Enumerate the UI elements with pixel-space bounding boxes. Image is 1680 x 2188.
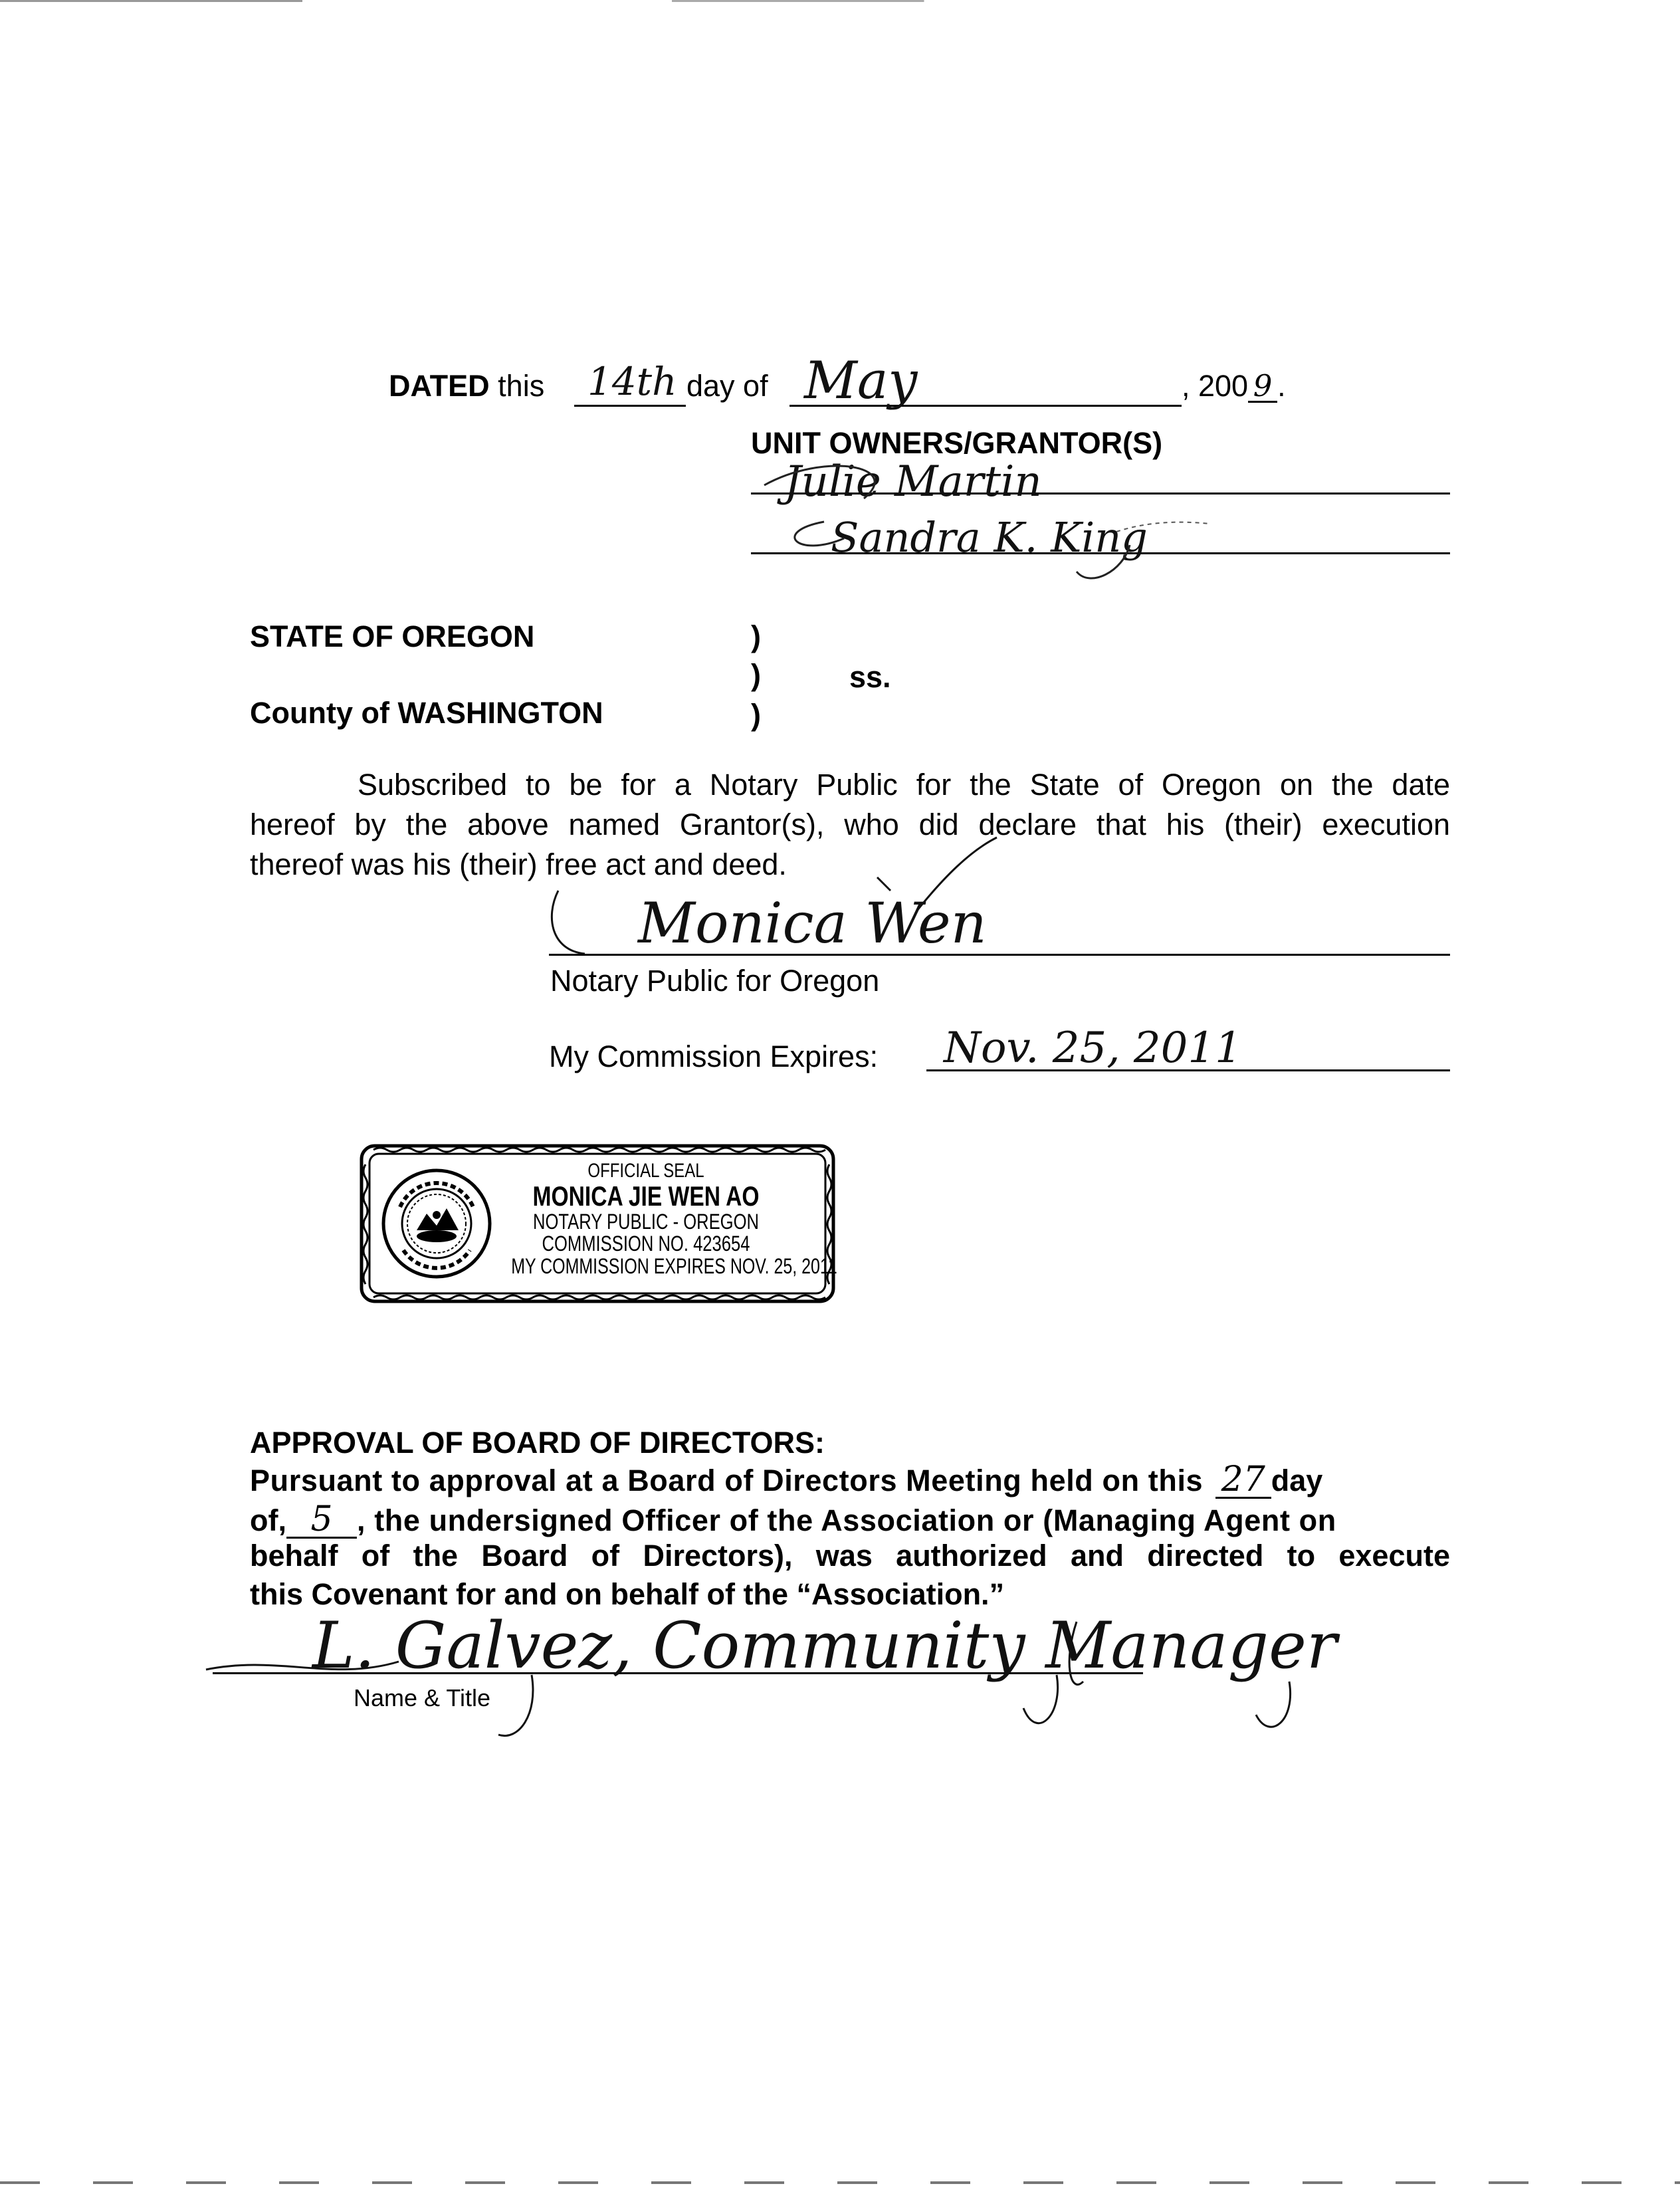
dated-year	[1182, 368, 1286, 403]
official-seal-stamp	[360, 1145, 835, 1303]
approval-line-1a: Pursuant to approval at a Board of Directors Meeting held on this	[250, 1464, 1204, 1497]
seal-official: OFFICIAL SEAL	[587, 1160, 704, 1182]
dated-day-of: day of	[686, 369, 768, 403]
seal-expires: MY COMMISSION EXPIRES NOV. 25, 2011	[511, 1254, 837, 1278]
venue-county: County of WASHINGTON	[250, 696, 603, 730]
hw-dated-day: 14th	[587, 359, 677, 404]
approval-line-2b: , the undersigned Officer of the Association or (Managing Agent on	[356, 1503, 1336, 1537]
dated-this: this	[498, 369, 545, 403]
dated-year-prefix: , 200	[1182, 369, 1249, 403]
name-title-label: Name & Title	[354, 1684, 491, 1711]
venue-state: STATE OF OREGON	[250, 619, 535, 653]
grantor-signature-flourish	[744, 459, 1209, 578]
approval-line-4: this Covenant for and on behalf of the “Association.”	[250, 1577, 1005, 1611]
notary-signature: Monica Wen	[638, 891, 987, 956]
scan-bottom-edge	[0, 2181, 1680, 2184]
dated-year-suffix: .	[1277, 369, 1286, 403]
grantors-heading: UNIT OWNERS/GRANTOR(S)	[751, 426, 1163, 460]
hw-approval-month: 5	[286, 1502, 357, 1539]
dated-line	[389, 371, 544, 401]
seal-text	[473, 1160, 837, 1278]
approval-line-1	[250, 1462, 1450, 1499]
seal-commission-no: COMMISSION NO. 423654	[542, 1232, 750, 1256]
dated-label: DATED	[389, 369, 490, 403]
hw-dated-month: May	[804, 351, 918, 411]
approval-heading: APPROVAL OF BOARD OF DIRECTORS:	[250, 1426, 825, 1460]
notary-text-line-3: thereof was his (their) free act and deed.	[250, 847, 787, 881]
grantor-signature-2: Sandra K. King	[831, 513, 1148, 562]
approval-line-3: behalf of the Board of Directors), was authorized and directed to execute	[250, 1539, 1450, 1573]
notary-signature-flourish	[545, 837, 1143, 970]
notary-public-label: Notary Public for Oregon	[550, 964, 880, 998]
approval-line-1b: day	[1271, 1464, 1323, 1497]
approval-line-2a: of,	[250, 1503, 286, 1537]
venue-paren-3: )	[751, 698, 761, 732]
approval-line-2	[250, 1499, 1450, 1539]
venue-ss: ss.	[849, 660, 891, 694]
notary-text-line-1: Subscribed to be for a Notary Public for the State of Oregon on the date	[358, 768, 1450, 802]
commission-label: My Commission Expires:	[549, 1039, 879, 1073]
dated-day-line	[574, 405, 686, 407]
hw-commission-date: Nov. 25, 2011	[944, 1024, 1242, 1073]
venue-paren-1: )	[751, 619, 761, 653]
approval-signature-flourish	[199, 1582, 1329, 1755]
hw-dated-year-digit: 9	[1248, 371, 1277, 403]
seal-name: MONICA JIE WEN AO	[532, 1180, 760, 1212]
venue-paren-2: )	[751, 658, 761, 692]
hw-approval-day: 27	[1215, 1462, 1271, 1499]
scan-top-edge	[0, 0, 1680, 2]
notary-text-line-2: hereof by the above named Grantor(s), who did declare that his (their) execution	[250, 808, 1450, 841]
approval-signature: L. Galvez, Community Manager	[312, 1608, 1337, 1683]
grantor-signature-1: Julie Martin	[784, 457, 1042, 506]
seal-notary: NOTARY PUBLIC - OREGON	[533, 1209, 759, 1234]
